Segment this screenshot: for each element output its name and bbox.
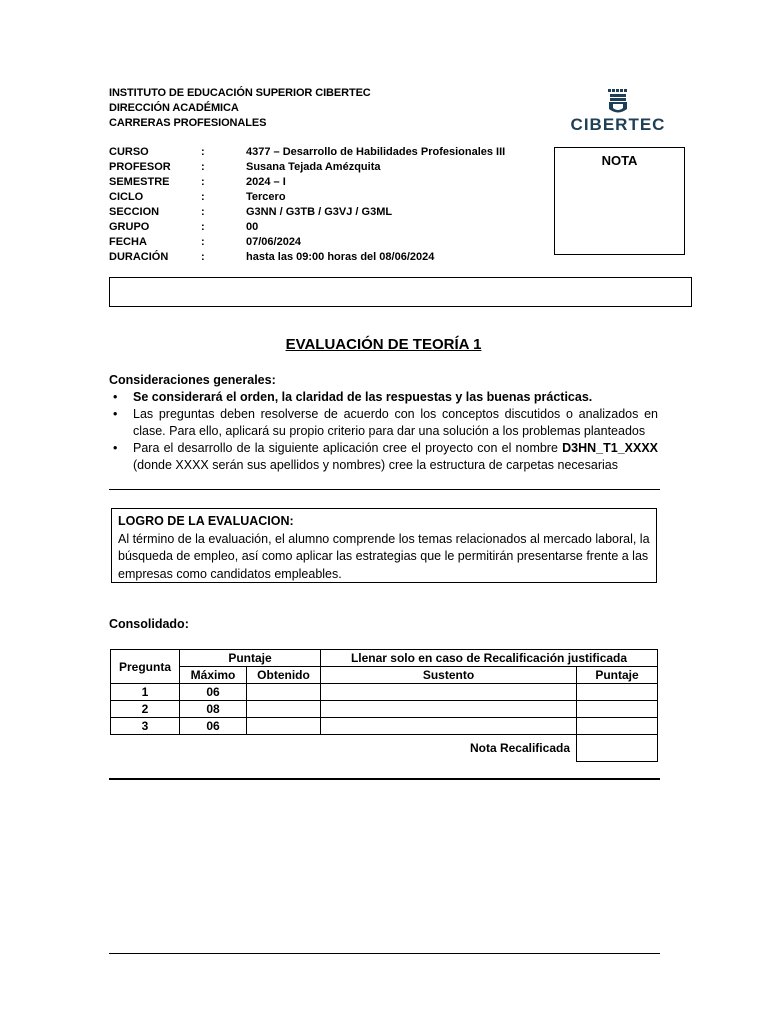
list-item	[109, 440, 658, 474]
nota-recalificada-label: Nota Recalificada	[469, 741, 570, 755]
header-puntaje-recal: Puntaje	[577, 667, 658, 684]
consideration-text: Para el desarrollo de la siguiente aplicación cree el proyecto con el nombre	[133, 441, 563, 455]
list-item	[109, 389, 658, 406]
project-name: D3HN_T1_XXXX	[562, 441, 658, 455]
info-sep: :	[201, 146, 205, 158]
cibertec-logo	[568, 86, 668, 136]
list-item	[109, 406, 658, 440]
bullet-icon: •	[113, 407, 118, 421]
considerations-list	[109, 389, 658, 474]
info-value: 00	[246, 221, 259, 233]
header-sustento: Sustento	[321, 667, 577, 684]
info-key: DURACIÓN	[109, 251, 169, 263]
header-pregunta: Pregunta	[111, 650, 180, 684]
cell-obtenido[interactable]	[247, 718, 321, 735]
info-sep: :	[201, 161, 205, 173]
cell-puntaje[interactable]	[577, 701, 658, 718]
cell-obtenido[interactable]	[247, 701, 321, 718]
direction-name: DIRECCIÓN ACADÉMICA	[109, 102, 239, 114]
info-key: SECCION	[109, 206, 160, 218]
cell-pregunta: 1	[111, 684, 180, 701]
header-recalificacion: Llenar solo en caso de Recalificación justificada	[321, 650, 658, 667]
info-sep: :	[201, 221, 205, 233]
cell-sustento[interactable]	[321, 718, 577, 735]
cell-pregunta: 2	[111, 701, 180, 718]
info-value: Tercero	[246, 191, 286, 203]
cell-puntaje[interactable]	[577, 684, 658, 701]
table-row	[111, 701, 658, 718]
info-value: hasta las 09:00 horas del 08/06/2024	[246, 251, 435, 263]
bullet-icon: •	[113, 390, 118, 404]
info-key: CICLO	[109, 191, 144, 203]
cell-sustento[interactable]	[321, 684, 577, 701]
nota-recalificada-cell[interactable]	[577, 735, 658, 762]
info-value: 07/06/2024	[246, 236, 302, 248]
consideration-text: (donde XXXX serán sus apellidos y nombres) cree la estructura de carpetas necesarias	[133, 458, 618, 472]
consideration-text: Las preguntas deben resolverse de acuerdo con los conceptos discutidos o analizados en clase. Para ello, aplicará su propio criterio para dar una solución a los problemas planteados	[133, 407, 658, 438]
cell-maximo: 08	[180, 701, 247, 718]
divider	[109, 953, 660, 954]
cell-pregunta: 3	[111, 718, 180, 735]
cell-obtenido[interactable]	[247, 684, 321, 701]
info-sep: :	[201, 176, 205, 188]
logro-text: Al término de la evaluación, el alumno comprende los temas relacionados al mercado laboral, la búsqueda de empleo, así como aplicar las estrategias que le permitirán presentarse frente a las empresas como candidatos empleables.	[118, 531, 650, 581]
nota-label: NOTA	[601, 153, 638, 168]
info-value: G3NN / G3TB / G3VJ / G3ML	[246, 206, 393, 218]
careers-name: CARRERAS PROFESIONALES	[109, 117, 267, 129]
nota-box[interactable]	[554, 147, 685, 255]
table-row	[111, 684, 658, 701]
logo-text: CIBERTEC	[570, 115, 666, 134]
info-sep: :	[201, 236, 205, 248]
info-key: CURSO	[109, 146, 149, 158]
info-value: 4377 – Desarrollo de Habilidades Profesionales III	[246, 146, 506, 158]
info-sep: :	[201, 251, 205, 263]
consolidado-title: Consolidado:	[109, 617, 189, 631]
table-row	[111, 718, 658, 735]
logro-box	[111, 508, 657, 583]
info-value: Susana Tejada Amézquita	[246, 161, 381, 173]
consideration-text: Se considerará el orden, la claridad de las respuestas y las buenas prácticas.	[133, 390, 593, 404]
divider	[109, 489, 660, 490]
info-sep: :	[201, 191, 205, 203]
bullet-icon: •	[113, 441, 118, 455]
institution-name: INSTITUTO DE EDUCACIÓN SUPERIOR CIBERTEC	[109, 87, 371, 99]
header-maximo: Máximo	[180, 667, 247, 684]
header-puntaje: Puntaje	[180, 650, 321, 667]
info-key: PROFESOR	[109, 161, 171, 173]
considerations-title: Consideraciones generales:	[109, 373, 276, 387]
cell-puntaje[interactable]	[577, 718, 658, 735]
tower-icon	[568, 86, 668, 116]
header-obtenido: Obtenido	[247, 667, 321, 684]
info-key: FECHA	[109, 236, 147, 248]
info-key: GRUPO	[109, 221, 150, 233]
divider	[109, 778, 660, 780]
info-value: 2024 – I	[246, 176, 286, 188]
student-name-box[interactable]	[109, 277, 692, 307]
info-sep: :	[201, 206, 205, 218]
cell-maximo: 06	[180, 684, 247, 701]
consolidado-table	[110, 649, 658, 762]
page-title: EVALUACIÓN DE TEORÍA 1	[285, 336, 482, 353]
cell-sustento[interactable]	[321, 701, 577, 718]
logro-title: LOGRO DE LA EVALUACION:	[118, 514, 294, 528]
info-key: SEMESTRE	[109, 176, 170, 188]
cell-maximo: 06	[180, 718, 247, 735]
